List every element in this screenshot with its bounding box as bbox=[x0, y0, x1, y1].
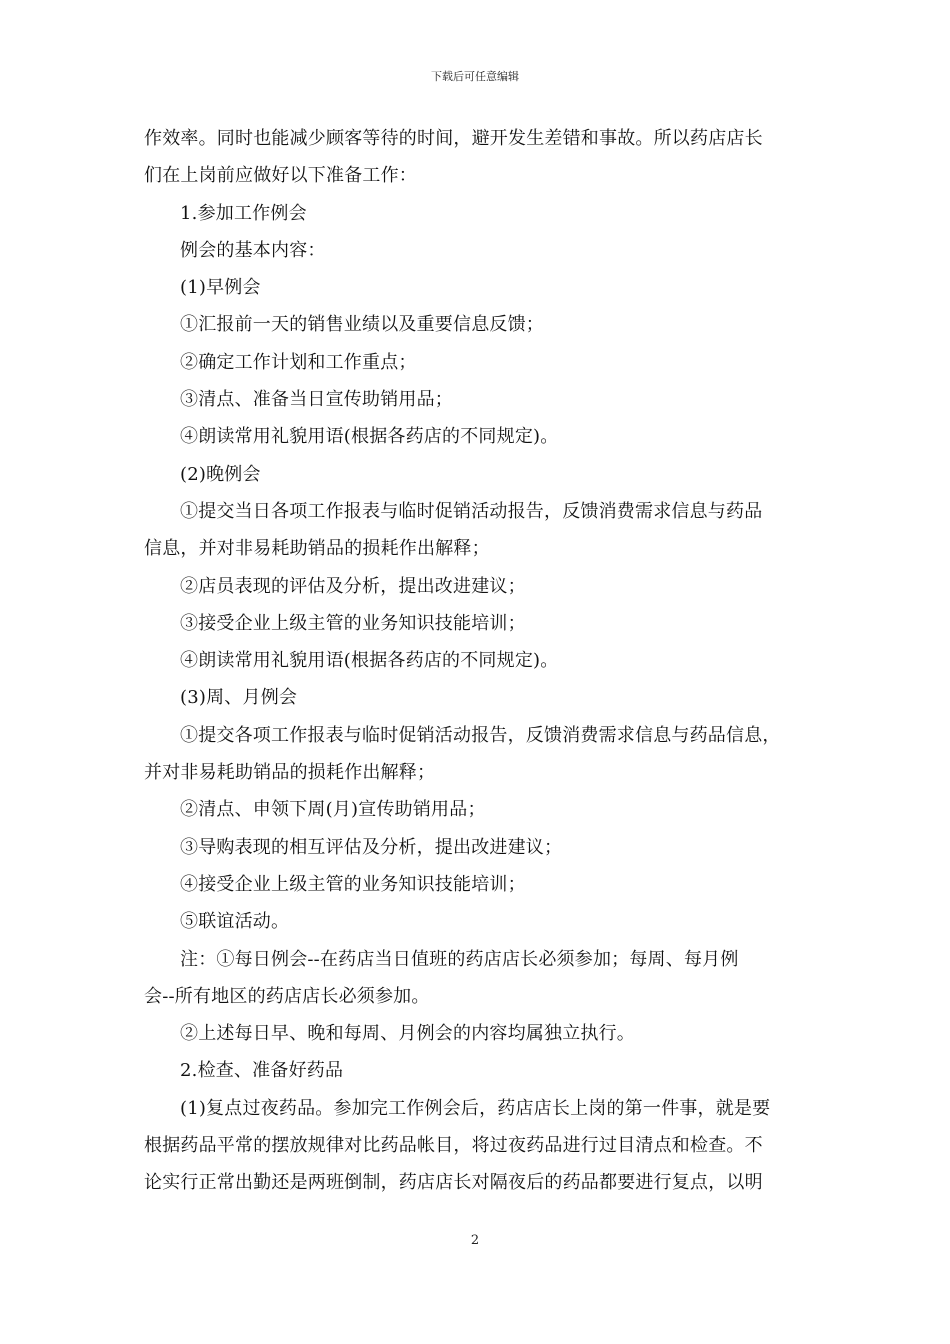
list-item-line-1: ①提交当日各项工作报表与临时促销活动报告，反馈消费需求信息与药品 bbox=[180, 500, 763, 522]
section-heading: 2.检查、准备好药品 bbox=[180, 1060, 344, 1082]
subsection-heading: (2)晚例会 bbox=[180, 463, 261, 485]
subsection-heading: (1)早例会 bbox=[180, 277, 261, 299]
page-header: 下载后可任意编辑 bbox=[431, 70, 519, 83]
note-line-1: 注：①每日例会--在药店当日值班的药店店长必须参加；每周、每月例 bbox=[180, 948, 739, 970]
page-number: 2 bbox=[470, 1233, 480, 1248]
paragraph-line-2: 根据药品平常的摆放规律对比药品帐目，将过夜药品进行过目清点和检查。不 bbox=[144, 1135, 763, 1157]
list-item: ④接受企业上级主管的业务知识技能培训； bbox=[180, 873, 526, 895]
list-item: ①汇报前一天的销售业绩以及重要信息反馈； bbox=[180, 314, 544, 336]
paragraph: 例会的基本内容： bbox=[180, 239, 326, 261]
list-item: ②店员表现的评估及分析，提出改进建议； bbox=[180, 575, 526, 597]
list-item: ③接受企业上级主管的业务知识技能培训； bbox=[180, 612, 526, 634]
list-item-line-2: 信息，并对非易耗助销品的损耗作出解释； bbox=[144, 538, 490, 560]
paragraph-intro-line-1: 作效率。同时也能减少顾客等待的时间，避开发生差错和事故。所以药店店长 bbox=[144, 128, 763, 149]
note-line-2: 会--所有地区的药店店长必须参加。 bbox=[144, 985, 430, 1007]
document-body bbox=[144, 120, 812, 1202]
list-item: ③导购表现的相互评估及分析，提出改进建议； bbox=[180, 836, 563, 858]
section-heading: 1.参加工作例会 bbox=[180, 202, 307, 224]
note-item: ②上述每日早、晚和每周、月例会的内容均属独立执行。 bbox=[180, 1023, 635, 1045]
list-item: ⑤联谊活动。 bbox=[180, 911, 290, 933]
paragraph-line-3: 论实行正常出勤还是两班倒制，药店店长对隔夜后的药品都要进行复点，以明 bbox=[144, 1172, 763, 1194]
list-item: ③清点、准备当日宣传助销用品； bbox=[180, 389, 453, 411]
list-item-line-2: 并对非易耗助销品的损耗作出解释； bbox=[144, 762, 436, 784]
list-item: ④朗读常用礼貌用语(根据各药店的不同规定)。 bbox=[180, 650, 559, 672]
list-item-line-1: ①提交各项工作报表与临时促销活动报告，反馈消费需求信息与药品信息， bbox=[180, 724, 781, 746]
list-item: ②清点、申领下周(月)宣传助销用品； bbox=[180, 799, 486, 821]
subsection-heading: (3)周、月例会 bbox=[180, 687, 298, 709]
list-item: ②确定工作计划和工作重点； bbox=[180, 351, 417, 373]
list-item: ④朗读常用礼貌用语(根据各药店的不同规定)。 bbox=[180, 426, 559, 448]
paragraph-line-1: (1)复点过夜药品。参加完工作例会后，药店店长上岗的第一件事，就是要 bbox=[180, 1097, 771, 1119]
paragraph-intro-line-2: 们在上岗前应做好以下准备工作： bbox=[144, 165, 417, 187]
